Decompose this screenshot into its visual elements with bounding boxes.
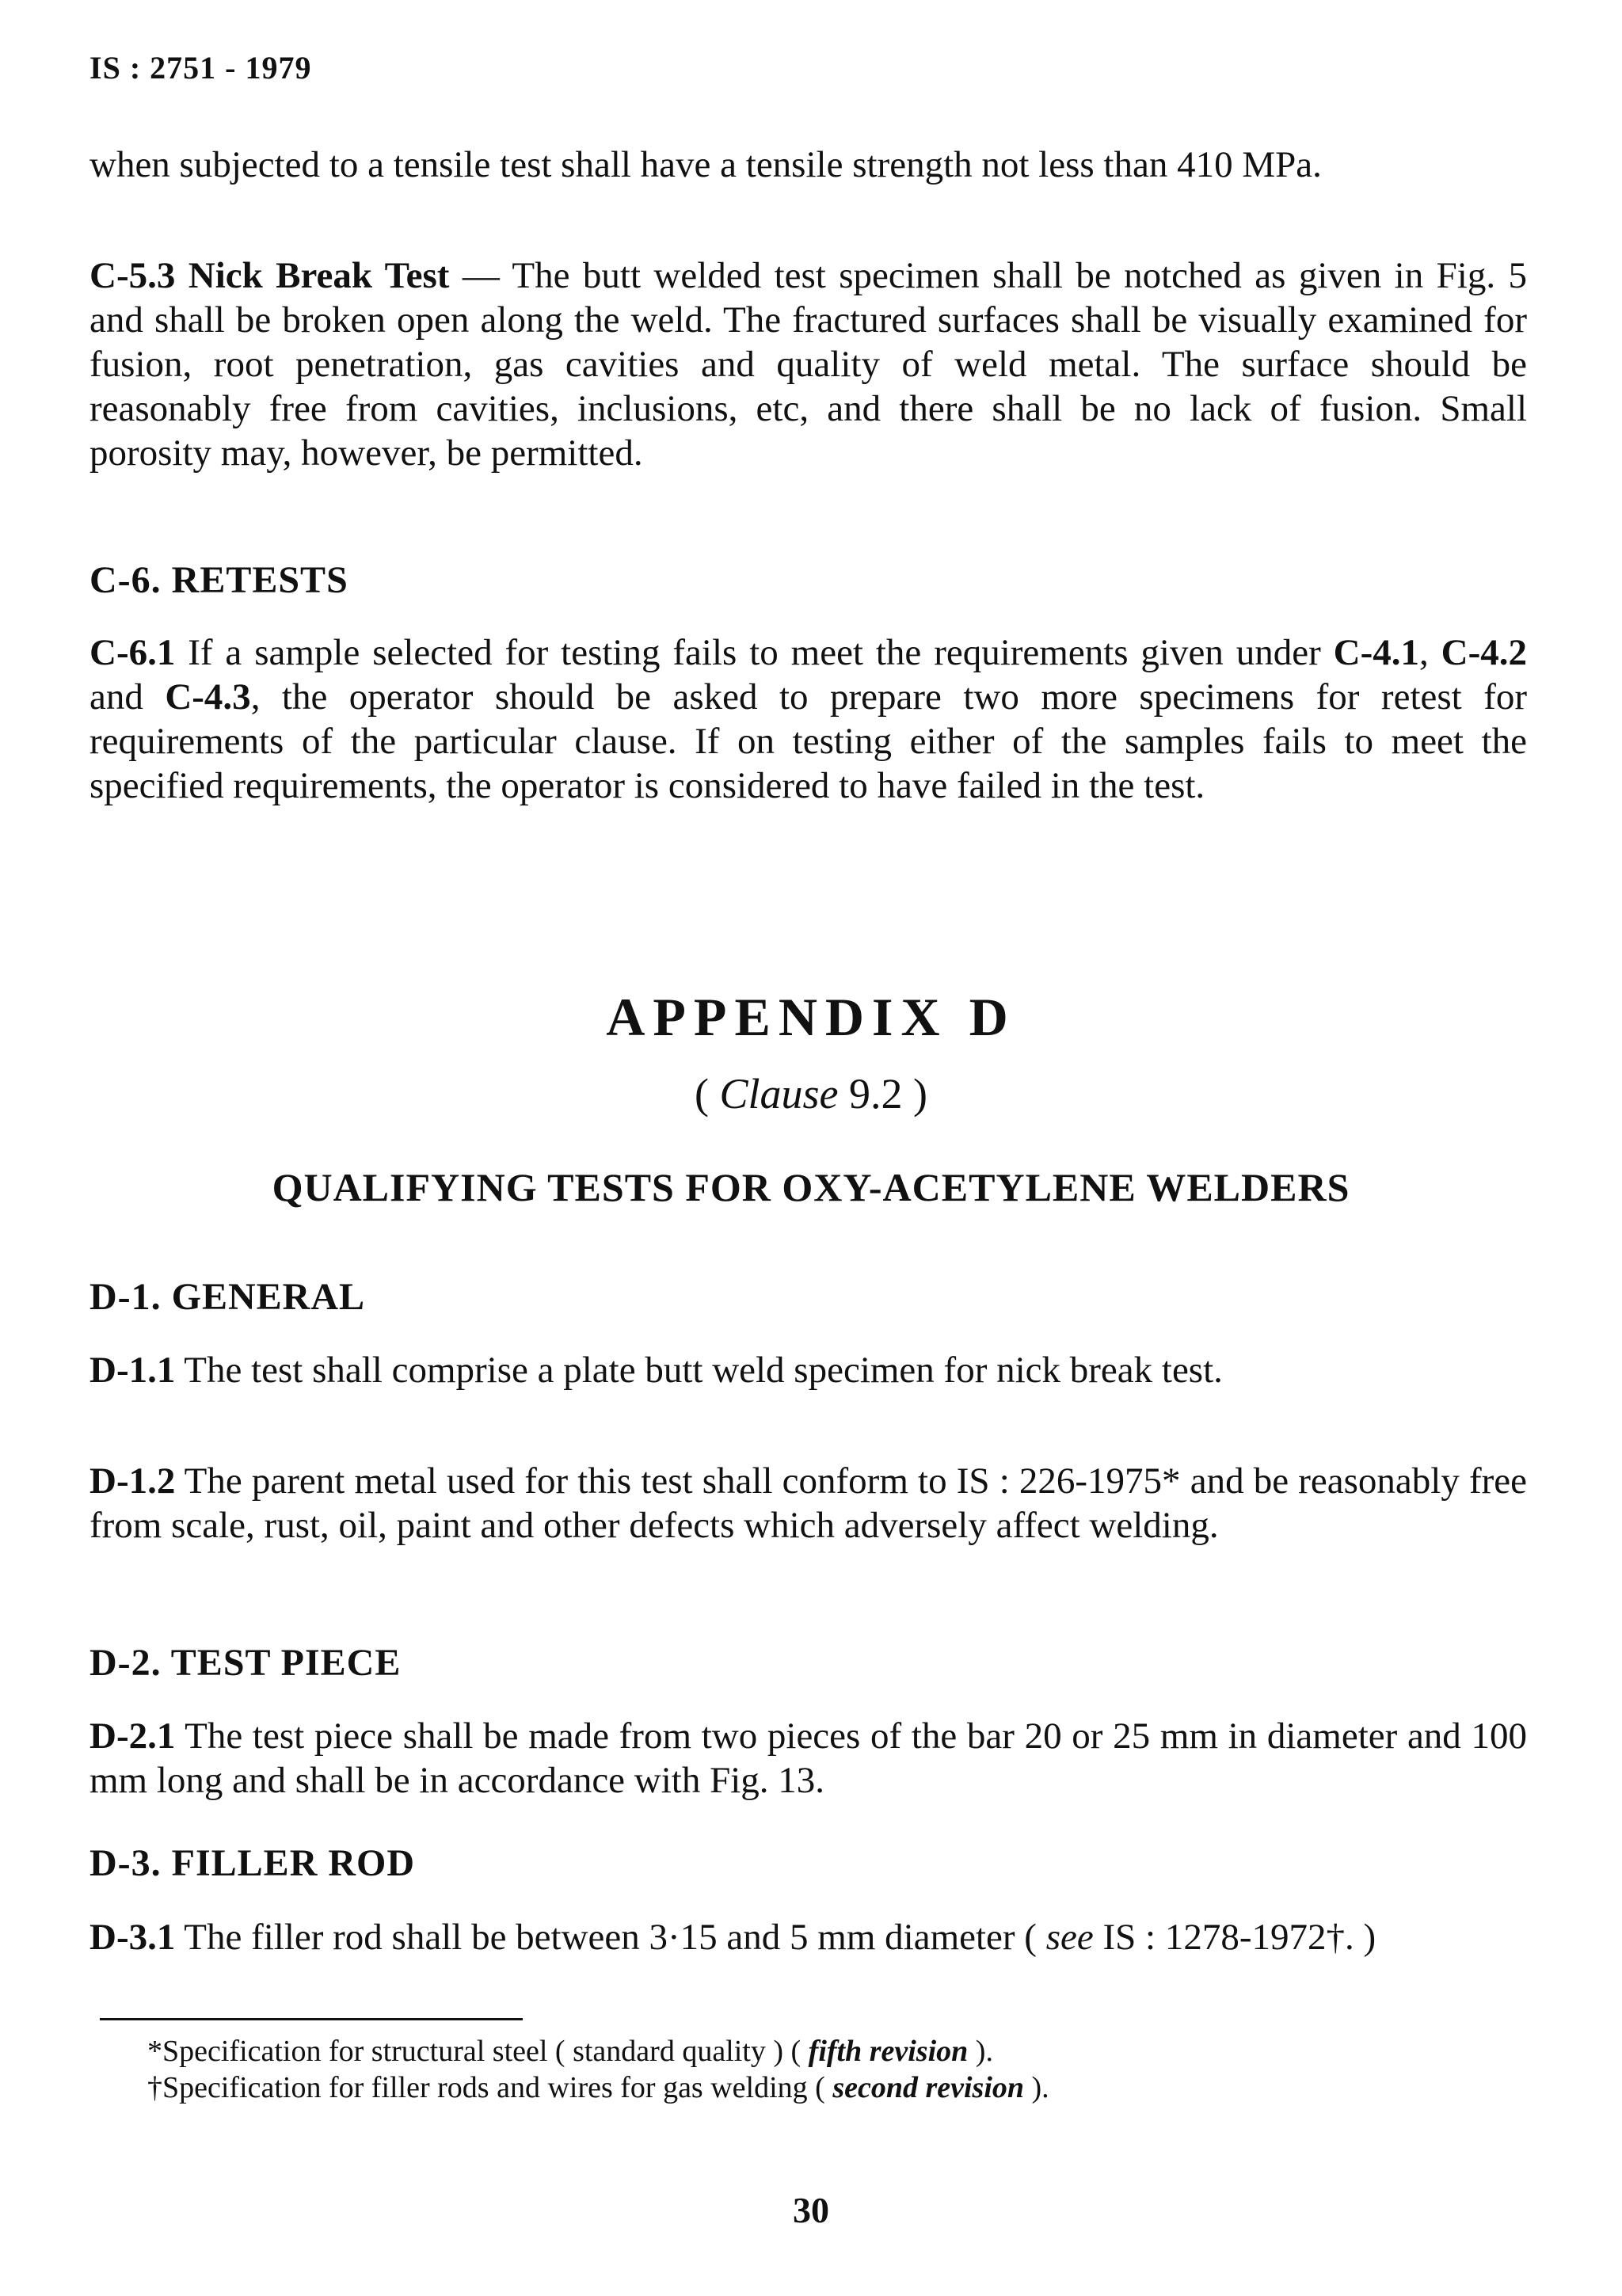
paragraph-d1-1 [89, 1348, 1527, 1392]
clause-text: The test shall comprise a plate butt weld specimen for nick break test. [175, 1350, 1223, 1391]
clause-number: D-2.1 [89, 1715, 176, 1757]
clause-text: If a sample selected for testing fails to meet the requirements given under [175, 632, 1334, 673]
clause-reference: C-4.1 [1333, 632, 1420, 673]
section-heading-d3: D-3. FILLER ROD [89, 1842, 416, 1884]
section-heading-d2: D-2. TEST PIECE [89, 1642, 402, 1684]
clause-text: The test piece shall be made from two pieces of the bar 20 or 25 mm in diameter and 100 mm long and shall be in accordance with Fig. 13. [89, 1715, 1527, 1801]
clause-reference: C-4.2 [1441, 632, 1528, 673]
clause-text: , [1419, 632, 1441, 673]
clause-number: C-6.1 [89, 632, 176, 673]
dash: — [449, 255, 512, 296]
clause-number: D-1.1 [89, 1350, 176, 1391]
clause-reference: C-4.3 [165, 676, 251, 718]
footnote-text: †Specification for filler rods and wires for gas welding ( [147, 2071, 833, 2104]
footnote-1 [147, 2034, 993, 2069]
paragraph-c5-2-continuation: when subjected to a tensile test shall have a tensile strength not less than 410 MPa. [89, 144, 1322, 185]
see-reference: see [1045, 1917, 1094, 1958]
paren-open: ( [695, 1070, 720, 1118]
clause-number: C-5.3 [89, 255, 176, 296]
section-heading-d1: D-1. GENERAL [89, 1276, 366, 1318]
clause-number: D-3.1 [89, 1917, 176, 1958]
clause-text: The butt welded test specimen shall be notched as given in Fig. 5 and shall be broken open along the weld. The fractured surfaces shall be visually examined for fusion, root penetration, gas cavities and quality of weld metal. The surface should be reasonably free from cavities, inclusions, etc, and there shall be no lack of fusion. Small porosity may, however, be permitted. [89, 255, 1528, 474]
clause-word: Clause [719, 1070, 839, 1118]
clause-text: The parent metal used for this test shall conform to IS : 226-1975* and be reasonably free from scale, rust, oil, paint and other defects which adversely affect welding. [89, 1460, 1527, 1546]
footnote-text: *Specification for structural steel ( standard quality ) ( [147, 2035, 809, 2068]
clause-text: and [89, 676, 166, 718]
appendix-title: APPENDIX D [606, 987, 1016, 1047]
clause-number: D-1.2 [89, 1460, 176, 1502]
standard-number-header: IS : 2751 - 1979 [89, 50, 312, 86]
appendix-subtitle: QUALIFYING TESTS FOR OXY-ACETYLENE WELDERS [272, 1165, 1350, 1209]
footnote-emphasis: fifth revision [808, 2035, 969, 2068]
paragraph-d1-2 [89, 1459, 1527, 1548]
appendix-clause-reference [0, 1069, 1622, 1118]
clause-text: IS : 1278-1972†. ) [1093, 1917, 1376, 1958]
footnote-text: ). [1024, 2071, 1049, 2104]
page-number: 30 [793, 2190, 829, 2230]
footnote-emphasis: second revision [832, 2071, 1025, 2104]
paragraph-c6-1 [89, 630, 1527, 808]
footnote-divider [100, 2018, 523, 2020]
clause-text: , the operator should be asked to prepare two more specimens for retest for requirements of the particular clause. If on testing either of the samples fails to meet the specified requirements, the operator is considered to have failed in the test. [89, 676, 1527, 806]
footnote-2 [147, 2070, 1049, 2105]
paragraph-d3-1 [89, 1915, 1527, 1959]
paragraph-c5-3 [89, 253, 1527, 475]
paragraph-d2-1 [89, 1714, 1527, 1803]
clause-number: 9.2 ) [838, 1070, 927, 1118]
clause-title: Nick Break Test [188, 255, 450, 296]
footnote-text: ). [968, 2035, 993, 2068]
section-heading-c6: C-6. RETESTS [89, 559, 348, 601]
clause-text: The filler rod shall be between 3·15 and 5 mm diameter ( [175, 1917, 1046, 1958]
